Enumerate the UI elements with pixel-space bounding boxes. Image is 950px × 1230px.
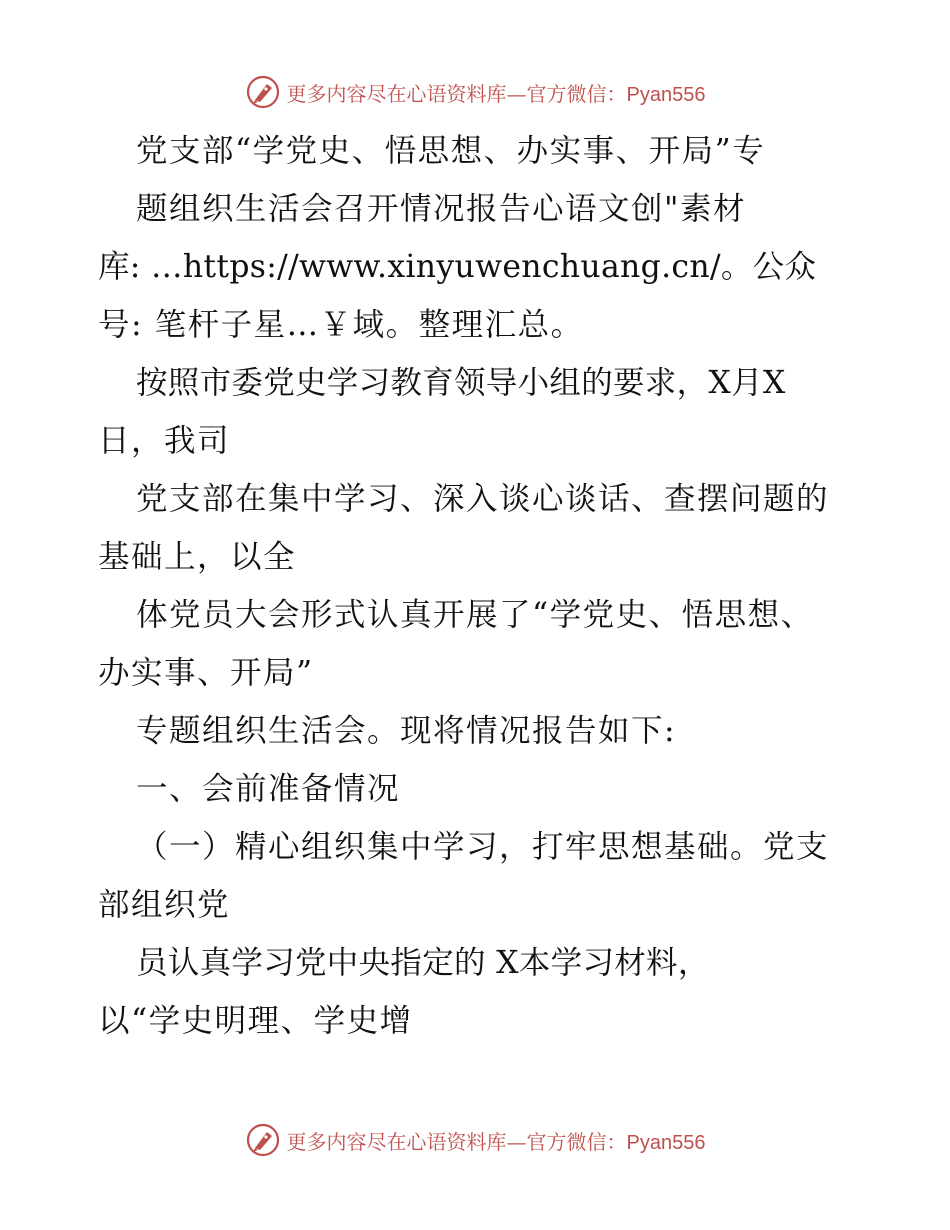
banner-wechat-id: Pyan556 xyxy=(626,1131,706,1154)
document-line: 党支部“学党史、悟思想、办实事、开局”专 xyxy=(136,133,766,169)
document-line: 部组织党 xyxy=(98,887,231,923)
document-line: 日，我司 xyxy=(98,423,231,459)
banner-slogan: 更多内容尽在心语资料库 xyxy=(286,1129,507,1154)
document-line: 号: 笔杆子星…￥域。整理汇总。 xyxy=(98,307,584,343)
document-line: 基础上，以全 xyxy=(98,539,297,575)
pen-nib-logo-icon xyxy=(245,1122,281,1158)
footer-banner xyxy=(0,1120,950,1160)
document-body xyxy=(98,122,858,1050)
banner-wechat-label: 官方微信： xyxy=(526,1129,627,1154)
document-line: 党支部在集中学习、深入谈心谈话、查摆问题的 xyxy=(136,481,830,517)
document-line: 办实事、开局” xyxy=(98,655,314,691)
document-line: 库: …https://www.xinyuwenchuang.cn/。公众 xyxy=(98,249,817,285)
banner-slogan: 更多内容尽在心语资料库 xyxy=(286,81,507,106)
banner-separator: — xyxy=(506,81,527,106)
document-line: 一、会前准备情况 xyxy=(136,771,401,807)
document-line: 题组织生活会召开情况报告心语文创"素材 xyxy=(136,191,746,227)
banner-separator: — xyxy=(506,1129,527,1154)
banner-text xyxy=(287,78,706,107)
banner-wechat-id: Pyan556 xyxy=(626,83,706,106)
document-line: 员认真学习党中央指定的 X本学习材料， xyxy=(136,945,710,981)
document-line: 以“学史明理、学史增 xyxy=(98,1003,413,1039)
document-line: 体党员大会形式认真开展了“学党史、悟思想、 xyxy=(136,597,814,633)
header-banner xyxy=(0,72,950,112)
document-line: 按照市委党史学习教育领导小组的要求，X月X xyxy=(136,365,786,401)
document-line: （一）精心组织集中学习，打牢思想基础。党支 xyxy=(136,829,830,865)
banner-text xyxy=(287,1126,706,1155)
document-line: 专题组织生活会。现将情况报告如下: xyxy=(136,713,677,749)
banner-wechat-label: 官方微信： xyxy=(526,81,627,106)
pen-nib-logo-icon xyxy=(245,74,281,110)
